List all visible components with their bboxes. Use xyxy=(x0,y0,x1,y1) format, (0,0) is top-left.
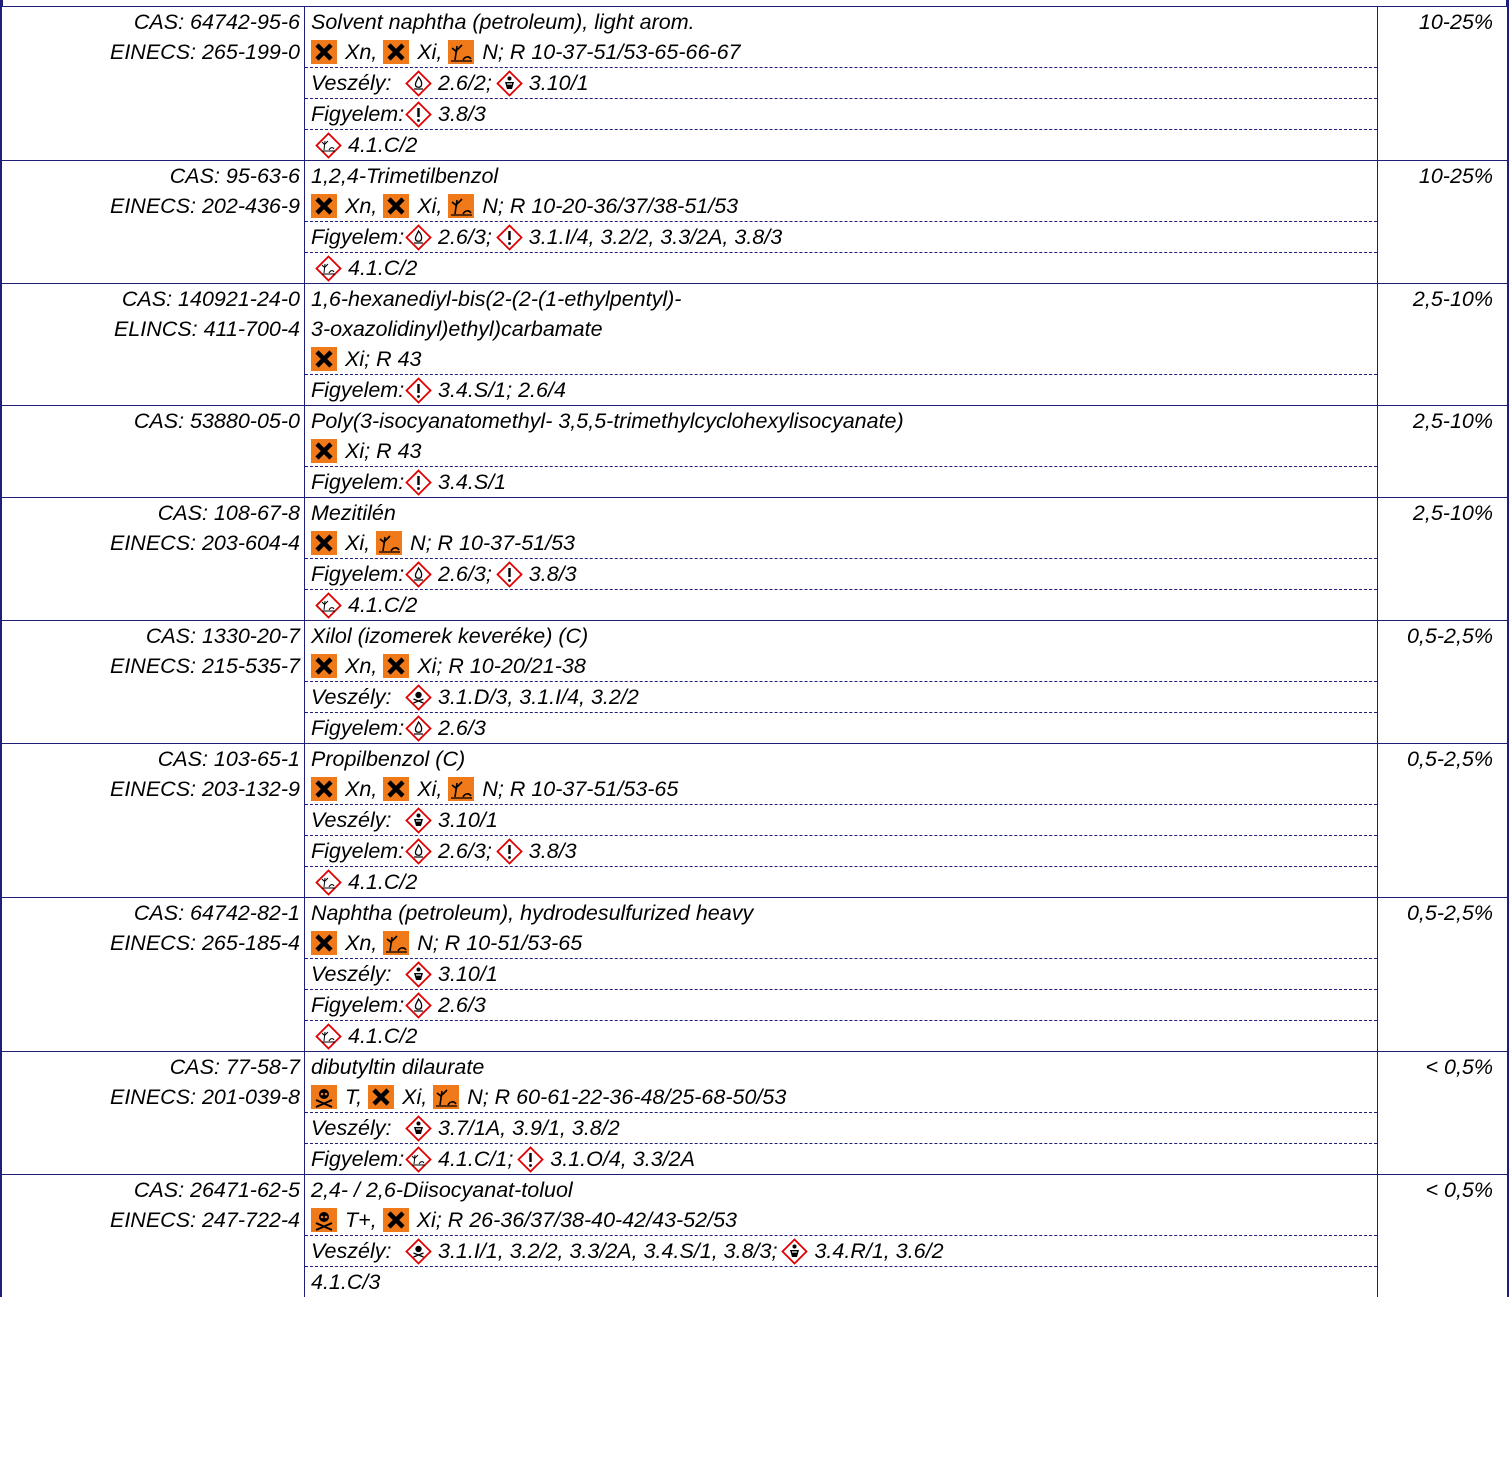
substance-name: 2,4- / 2,6-Diisocyanat-toluol xyxy=(311,1178,573,1202)
health-hazard-icon xyxy=(496,70,523,97)
hazard-code: 4.1.C/2 xyxy=(348,133,418,157)
ghs-classification xyxy=(305,221,1377,252)
irritant-cross-icon xyxy=(368,1085,394,1109)
table-row xyxy=(0,160,1509,283)
dsd-classification xyxy=(305,928,1377,958)
irritant-cross-icon xyxy=(383,654,409,678)
hazard-code: 2.6/3 xyxy=(438,716,486,740)
environment-icon xyxy=(315,592,342,619)
harmful-cross-icon xyxy=(311,654,337,678)
ghs-classification xyxy=(305,681,1377,712)
table-row xyxy=(0,1174,1509,1297)
hazard-code: 3.4.S/1; 2.6/4 xyxy=(438,378,566,402)
identifier-cell xyxy=(0,284,305,405)
table-row xyxy=(0,405,1509,497)
concentration-cell xyxy=(1378,744,1509,897)
hazard-label: Figyelem: xyxy=(311,378,405,402)
identifier-cell xyxy=(0,498,305,620)
classification-text: Xi, xyxy=(402,1085,428,1109)
dead-tree-fish-icon xyxy=(383,931,409,955)
irritant-cross-icon xyxy=(383,194,409,218)
hazard-code: 3.8/3 xyxy=(528,839,577,863)
exclamation-icon xyxy=(496,224,523,251)
flame-icon xyxy=(405,561,432,588)
hazard-code: 4.1.C/1; xyxy=(438,1147,514,1171)
hazard-label: Figyelem: xyxy=(311,839,405,863)
identifier: EINECS: 265-199-0 xyxy=(109,40,300,64)
concentration: 10-25% xyxy=(1418,10,1493,34)
substance-name: Xilol (izomerek keveréke) (C) xyxy=(311,624,589,648)
concentration-cell xyxy=(1378,284,1509,405)
classification-text: Xn, xyxy=(345,194,378,218)
ingredients-table xyxy=(0,6,1509,1297)
ghs-classification xyxy=(305,835,1377,866)
concentration-cell xyxy=(1378,161,1509,283)
substance-cell xyxy=(305,744,1378,897)
identifier: EINECS: 201-039-8 xyxy=(109,1085,300,1109)
ghs-classification xyxy=(305,589,1377,620)
dsd-classification xyxy=(305,1082,1377,1112)
classification-text: Xi; R 26-36/37/38-40-42/43-52/53 xyxy=(416,1208,737,1232)
hazard-code: 3.1.O/4, 3.3/2A xyxy=(550,1147,695,1171)
substance-name: 3-oxazolidinyl)ethyl)carbamate xyxy=(311,317,603,341)
concentration-cell xyxy=(1378,1052,1509,1174)
dsd-classification xyxy=(305,528,1377,558)
hazard-label: Veszély: xyxy=(311,685,392,709)
flame-icon xyxy=(405,992,432,1019)
ghs-classification xyxy=(305,1020,1377,1051)
health-hazard-icon xyxy=(405,807,432,834)
hazard-code: 3.1.I/4, 3.2/2, 3.3/2A, 3.8/3 xyxy=(528,225,783,249)
substance-name: dibutyltin dilaurate xyxy=(311,1055,485,1079)
exclamation-icon xyxy=(405,469,432,496)
dsd-classification xyxy=(305,191,1377,221)
environment-icon xyxy=(315,132,342,159)
identifier-cell xyxy=(0,898,305,1051)
dsd-classification xyxy=(305,1205,1377,1235)
flame-icon xyxy=(405,70,432,97)
table-row xyxy=(0,743,1509,897)
environment-icon xyxy=(315,1023,342,1050)
identifier-cell xyxy=(0,1175,305,1297)
concentration: 0,5-2,5% xyxy=(1406,747,1493,771)
hazard-code: 3.8/3 xyxy=(438,102,486,126)
exclamation-icon xyxy=(496,838,523,865)
concentration: 10-25% xyxy=(1418,164,1493,188)
table-row xyxy=(0,283,1509,405)
classification-text: N; R 10-37-51/53-65 xyxy=(482,777,679,801)
classification-text: Xn, xyxy=(345,931,378,955)
substance-name: Mezitilén xyxy=(311,501,396,525)
identifier: EINECS: 247-722-4 xyxy=(109,1208,300,1232)
exclamation-icon xyxy=(496,561,523,588)
substance-cell xyxy=(305,161,1378,283)
hazard-code: 3.10/1 xyxy=(528,71,589,95)
irritant-cross-icon xyxy=(311,439,337,463)
concentration: 0,5-2,5% xyxy=(1406,901,1493,925)
irritant-cross-icon xyxy=(311,531,337,555)
dsd-classification xyxy=(305,651,1377,681)
ghs-classification xyxy=(305,129,1377,160)
identifier: EINECS: 215-535-7 xyxy=(109,654,300,678)
harmful-cross-icon xyxy=(311,777,337,801)
irritant-cross-icon xyxy=(383,1208,409,1232)
hazard-label: Figyelem: xyxy=(311,470,405,494)
hazard-code: 2.6/3 xyxy=(438,993,486,1017)
hazard-code: 3.4.R/1, 3.6/2 xyxy=(814,1239,944,1263)
ghs-classification xyxy=(305,804,1377,835)
ghs-classification xyxy=(305,1235,1377,1266)
identifier-cell xyxy=(0,621,305,743)
substance-cell xyxy=(305,498,1378,620)
ghs-classification xyxy=(305,1143,1377,1174)
identifier-cell xyxy=(0,161,305,283)
identifier-cell xyxy=(0,7,305,160)
concentration-cell xyxy=(1378,898,1509,1051)
health-hazard-icon xyxy=(405,961,432,988)
skull-icon xyxy=(405,1238,432,1265)
identifier: CAS: 53880-05-0 xyxy=(133,409,300,433)
classification-text: Xn, xyxy=(345,654,378,678)
hazard-code: 3.7/1A, 3.9/1, 3.8/2 xyxy=(438,1116,620,1140)
harmful-cross-icon xyxy=(311,194,337,218)
irritant-cross-icon xyxy=(383,777,409,801)
identifier: CAS: 26471-62-5 xyxy=(133,1178,300,1202)
substance-cell xyxy=(305,621,1378,743)
skull-icon xyxy=(405,684,432,711)
identifier: EINECS: 265-185-4 xyxy=(109,931,300,955)
dead-tree-fish-icon xyxy=(448,777,474,801)
classification-text: Xi, xyxy=(417,777,443,801)
classification-text: N; R 10-37-51/53 xyxy=(410,531,576,555)
concentration: < 0,5% xyxy=(1425,1055,1493,1079)
hazard-code: 3.10/1 xyxy=(438,962,498,986)
substance-cell xyxy=(305,7,1378,160)
hazard-code: 4.1.C/3 xyxy=(311,1270,381,1294)
concentration-cell xyxy=(1378,7,1509,160)
classification-text: Xi; R 10-20/21-38 xyxy=(417,654,586,678)
classification-text: Xi, xyxy=(417,194,443,218)
hazard-code: 3.8/3 xyxy=(528,562,577,586)
exclamation-icon xyxy=(405,377,432,404)
identifier-cell xyxy=(0,406,305,497)
ghs-classification xyxy=(305,866,1377,897)
table-row xyxy=(0,497,1509,620)
classification-text: N; R 10-51/53-65 xyxy=(417,931,583,955)
ghs-classification xyxy=(305,252,1377,283)
exclamation-icon xyxy=(517,1146,544,1173)
classification-text: T, xyxy=(345,1085,363,1109)
irritant-cross-icon xyxy=(383,40,409,64)
environment-icon xyxy=(315,255,342,282)
substance-cell xyxy=(305,406,1378,497)
hazard-label: Figyelem: xyxy=(311,1147,405,1171)
harmful-cross-icon xyxy=(311,40,337,64)
identifier: CAS: 108-67-8 xyxy=(157,501,300,525)
hazard-code: 4.1.C/2 xyxy=(348,1024,418,1048)
hazard-label: Figyelem: xyxy=(311,102,405,126)
hazard-label: Figyelem: xyxy=(311,562,405,586)
flame-icon xyxy=(405,715,432,742)
hazard-label: Figyelem: xyxy=(311,716,405,740)
environment-icon xyxy=(405,1146,432,1173)
table-row xyxy=(0,1051,1509,1174)
classification-text: Xi; R 43 xyxy=(345,439,422,463)
identifier: CAS: 95-63-6 xyxy=(169,164,300,188)
dsd-classification xyxy=(305,774,1377,804)
substance-cell xyxy=(305,1175,1378,1297)
substance-name: Solvent naphtha (petroleum), light arom. xyxy=(311,10,695,34)
substance-name: 1,6-hexanediyl-bis(2-(2-(1-ethylpentyl)- xyxy=(311,287,682,311)
hazard-code: 2.6/2; xyxy=(438,71,492,95)
identifier: CAS: 140921-24-0 xyxy=(121,287,300,311)
health-hazard-icon xyxy=(405,1115,432,1142)
identifier: EINECS: 203-132-9 xyxy=(109,777,300,801)
table-row xyxy=(0,6,1509,160)
table-row xyxy=(0,897,1509,1051)
identifier-cell xyxy=(0,1052,305,1174)
classification-text: N; R 10-20-36/37/38-51/53 xyxy=(482,194,739,218)
substance-name: Naphtha (petroleum), hydrodesulfurized heavy xyxy=(311,901,754,925)
identifier: CAS: 103-65-1 xyxy=(157,747,300,771)
hazard-label: Figyelem: xyxy=(311,993,405,1017)
identifier: CAS: 64742-95-6 xyxy=(133,10,300,34)
dead-tree-fish-icon xyxy=(376,531,402,555)
identifier: CAS: 1330-20-7 xyxy=(145,624,300,648)
hazard-code: 3.10/1 xyxy=(438,808,498,832)
environment-icon xyxy=(315,869,342,896)
ghs-classification xyxy=(305,466,1377,497)
hazard-code: 4.1.C/2 xyxy=(348,870,418,894)
identifier-cell xyxy=(0,744,305,897)
concentration: < 0,5% xyxy=(1425,1178,1493,1202)
concentration-cell xyxy=(1378,406,1509,497)
hazard-code: 2.6/3; xyxy=(438,839,492,863)
ghs-classification xyxy=(305,374,1377,405)
hazard-code: 4.1.C/2 xyxy=(348,256,418,280)
table-row xyxy=(0,620,1509,743)
hazard-label: Figyelem: xyxy=(311,225,405,249)
exclamation-icon xyxy=(405,101,432,128)
health-hazard-icon xyxy=(781,1238,808,1265)
dead-tree-fish-icon xyxy=(433,1085,459,1109)
hazard-code: 2.6/3; xyxy=(438,225,492,249)
classification-text: Xn, xyxy=(345,40,378,64)
ghs-classification xyxy=(305,1112,1377,1143)
substance-name: Propilbenzol (C) xyxy=(311,747,466,771)
concentration: 0,5-2,5% xyxy=(1406,624,1493,648)
hazard-label: Veszély: xyxy=(311,1239,392,1263)
identifier: CAS: 64742-82-1 xyxy=(133,901,300,925)
dsd-classification xyxy=(305,436,1377,466)
classification-text: N; R 10-37-51/53-65-66-67 xyxy=(482,40,741,64)
harmful-cross-icon xyxy=(311,931,337,955)
flame-icon xyxy=(405,224,432,251)
identifier: EINECS: 202-436-9 xyxy=(109,194,300,218)
ghs-classification xyxy=(305,558,1377,589)
dead-tree-fish-icon xyxy=(448,40,474,64)
identifier: ELINCS: 411-700-4 xyxy=(113,317,300,341)
identifier: CAS: 77-58-7 xyxy=(169,1055,300,1079)
hazard-code: 3.1.I/1, 3.2/2, 3.3/2A, 3.4.S/1, 3.8/3; xyxy=(438,1239,778,1263)
hazard-label: Veszély: xyxy=(311,808,392,832)
skull-crossbones-icon xyxy=(311,1085,337,1109)
hazard-label: Veszély: xyxy=(311,71,392,95)
dead-tree-fish-icon xyxy=(448,194,474,218)
identifier: EINECS: 203-604-4 xyxy=(109,531,300,555)
hazard-code: 2.6/3; xyxy=(438,562,492,586)
ghs-classification xyxy=(305,1266,1377,1297)
substance-name: 1,2,4-Trimetilbenzol xyxy=(311,164,499,188)
ghs-classification xyxy=(305,98,1377,129)
ghs-classification xyxy=(305,712,1377,743)
concentration-cell xyxy=(1378,1175,1509,1297)
hazard-code: 3.4.S/1 xyxy=(438,470,507,494)
ghs-classification xyxy=(305,67,1377,98)
irritant-cross-icon xyxy=(311,347,337,371)
classification-text: N; R 60-61-22-36-48/25-68-50/53 xyxy=(467,1085,787,1109)
concentration: 2,5-10% xyxy=(1412,501,1493,525)
skull-crossbones-icon xyxy=(311,1208,337,1232)
classification-text: Xi, xyxy=(417,40,443,64)
ghs-classification xyxy=(305,989,1377,1020)
concentration-cell xyxy=(1378,621,1509,743)
concentration: 2,5-10% xyxy=(1412,287,1493,311)
classification-text: Xi, xyxy=(345,531,371,555)
hazard-code: 4.1.C/2 xyxy=(348,593,418,617)
classification-text: Xn, xyxy=(345,777,378,801)
dsd-classification xyxy=(305,344,1377,374)
ghs-classification xyxy=(305,958,1377,989)
hazard-label: Veszély: xyxy=(311,1116,392,1140)
dsd-classification xyxy=(305,37,1377,67)
flame-icon xyxy=(405,838,432,865)
classification-text: Xi; R 43 xyxy=(345,347,422,371)
substance-cell xyxy=(305,284,1378,405)
substance-cell xyxy=(305,1052,1378,1174)
hazard-code: 3.1.D/3, 3.1.I/4, 3.2/2 xyxy=(438,685,639,709)
substance-name: Poly(3-isocyanatomethyl- 3,5,5-trimethylcyclohexylisocyanate) xyxy=(311,409,904,433)
substance-cell xyxy=(305,898,1378,1051)
classification-text: T+, xyxy=(345,1208,377,1232)
concentration: 2,5-10% xyxy=(1412,409,1493,433)
hazard-label: Veszély: xyxy=(311,962,392,986)
concentration-cell xyxy=(1378,498,1509,620)
